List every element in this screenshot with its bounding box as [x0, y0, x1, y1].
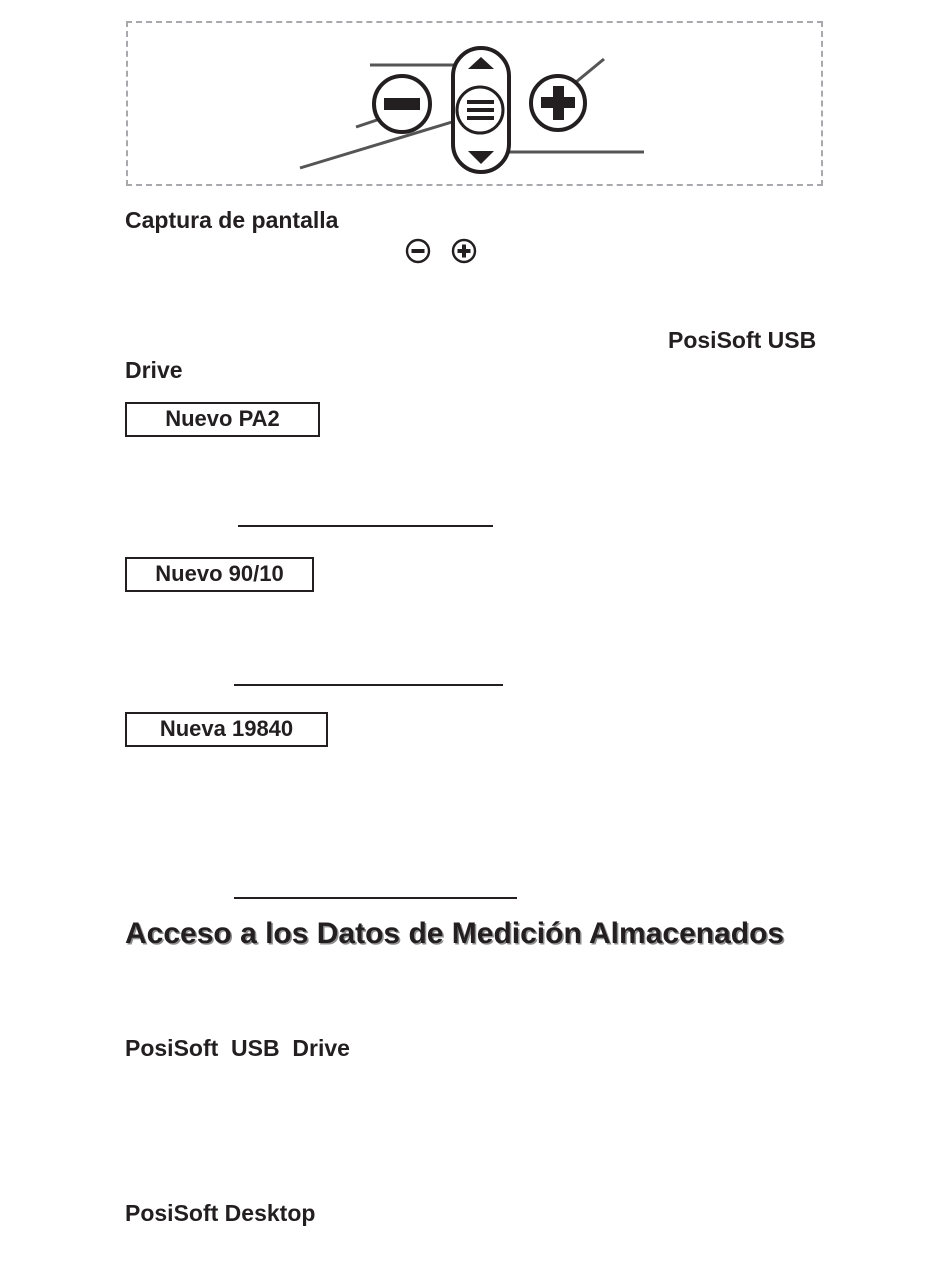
menu-icon	[457, 87, 503, 133]
posisoft-usb-drive-label: PosiSoft USB Drive	[125, 1035, 350, 1061]
section-box-nuevo-90-10: Nuevo 90/10	[125, 557, 314, 592]
page-heading: Acceso a los Datos de Medición Almacenados	[125, 917, 785, 950]
drive-label: Drive	[125, 357, 183, 383]
section-divider	[234, 684, 503, 686]
screen-capture-label: Captura de pantalla	[125, 207, 339, 233]
section-divider	[234, 897, 517, 899]
keypad-diagram	[126, 21, 823, 186]
minus-circle-icon	[405, 238, 431, 264]
posisoft-desktop-label: PosiSoft Desktop	[125, 1200, 316, 1226]
section-box-nuevo-pa2: Nuevo PA2	[125, 402, 320, 437]
leader-line-menu	[300, 119, 462, 168]
section-divider	[238, 525, 493, 527]
plus-icon	[531, 76, 585, 130]
posisoft-usb-label: PosiSoft USB	[668, 327, 817, 353]
plus-circle-icon	[451, 238, 477, 264]
section-box-nueva-19840: Nueva 19840	[125, 712, 328, 747]
minus-icon	[374, 76, 430, 132]
